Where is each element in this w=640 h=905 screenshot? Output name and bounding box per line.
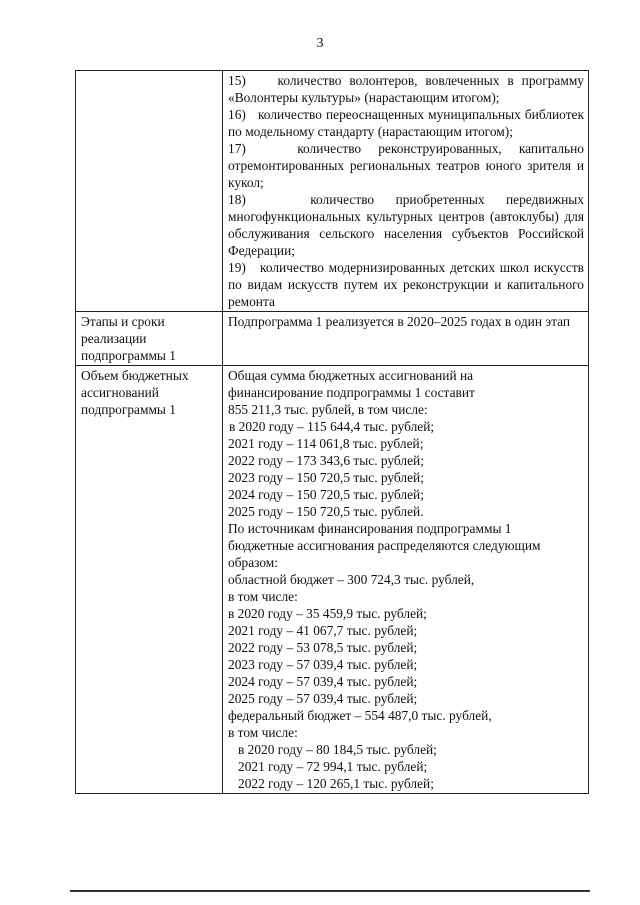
budget-line: 2025 году – 150 720,5 тыс. рублей. bbox=[228, 504, 424, 519]
indicator-item: 17) количество реконструированных, капитально отремонтированных региональных театров юного зрителя и кукол; bbox=[228, 141, 584, 190]
budget-line: 855 211,3 тыс. рублей, в том числе: bbox=[228, 402, 428, 417]
passport-table bbox=[75, 70, 589, 794]
indicator-item: 19) количество модернизированных детских школ искусств по видам искусств путем их реконструкции и капитального ремонта bbox=[228, 260, 584, 309]
budget-line: в 2020 году – 115 644,4 тыс. рублей; bbox=[229, 419, 435, 434]
budget-line: 2022 году – 53 078,5 тыс. рублей; bbox=[228, 640, 418, 655]
budget-line: 2023 году – 57 039,4 тыс. рублей; bbox=[228, 657, 418, 672]
budget-line: 2024 году – 150 720,5 тыс. рублей; bbox=[228, 487, 424, 502]
budget-line: 2022 году – 173 343,6 тыс. рублей; bbox=[228, 453, 424, 468]
budget-cell bbox=[223, 366, 589, 794]
budget-line: 2021 году – 114 061,8 тыс. рублей; bbox=[228, 436, 424, 451]
budget-line: образом: bbox=[228, 555, 278, 570]
budget-line: финансирование подпрограммы 1 составит bbox=[228, 385, 475, 400]
indicators-cell bbox=[223, 71, 589, 312]
budget-line: 2025 году – 57 039,4 тыс. рублей; bbox=[228, 691, 418, 706]
indicator-item: 16) количество переоснащенных муниципальных библиотек по модельному стандарту (нарастающим итогом); bbox=[228, 107, 584, 139]
row-label: Этапы и сроки реализации подпрограммы 1 bbox=[76, 312, 223, 366]
table-row bbox=[76, 71, 589, 312]
table-row bbox=[76, 366, 589, 794]
page-number: 3 bbox=[316, 36, 324, 51]
stages-text: Подпрограмма 1 реализуется в 2020–2025 годах в один этап bbox=[223, 312, 589, 366]
table-row bbox=[76, 312, 589, 366]
budget-line: 2021 году – 72 994,1 тыс. рублей; bbox=[238, 759, 428, 774]
budget-line: 2022 году – 120 265,1 тыс. рублей; bbox=[238, 776, 434, 791]
row-label bbox=[76, 71, 223, 312]
budget-line: 2024 году – 57 039,4 тыс. рублей; bbox=[228, 674, 418, 689]
budget-line: По источникам финансирования подпрограммы 1 bbox=[228, 521, 512, 536]
budget-line: бюджетные ассигнования распределяются следующим bbox=[228, 538, 541, 553]
budget-line: в 2020 году – 35 459,9 тыс. рублей; bbox=[228, 606, 427, 621]
budget-line: 2021 году – 41 067,7 тыс. рублей; bbox=[228, 623, 418, 638]
budget-line: федеральный бюджет – 554 487,0 тыс. рублей, bbox=[228, 708, 492, 723]
budget-line: в 2020 году – 80 184,5 тыс. рублей; bbox=[238, 742, 437, 757]
row-label: Объем бюджетных ассигнований подпрограммы 1 bbox=[76, 366, 223, 794]
indicator-item: 15) количество волонтеров, вовлеченных в программу «Волонтеры культуры» (нарастающим итогом); bbox=[228, 73, 584, 105]
budget-line: в том числе: bbox=[228, 589, 298, 604]
page-bottom-rule bbox=[70, 890, 590, 892]
indicator-item: 18) количество приобретенных передвижных многофункциональных культурных центров (автоклубы) для обслуживания сельского населения субъектов Российской Федерации; bbox=[228, 192, 584, 258]
budget-line: областной бюджет – 300 724,3 тыс. рублей, bbox=[228, 572, 475, 587]
budget-line: в том числе: bbox=[228, 725, 298, 740]
budget-line: 2023 году – 150 720,5 тыс. рублей; bbox=[228, 470, 424, 485]
budget-line: Общая сумма бюджетных ассигнований на bbox=[228, 368, 474, 383]
